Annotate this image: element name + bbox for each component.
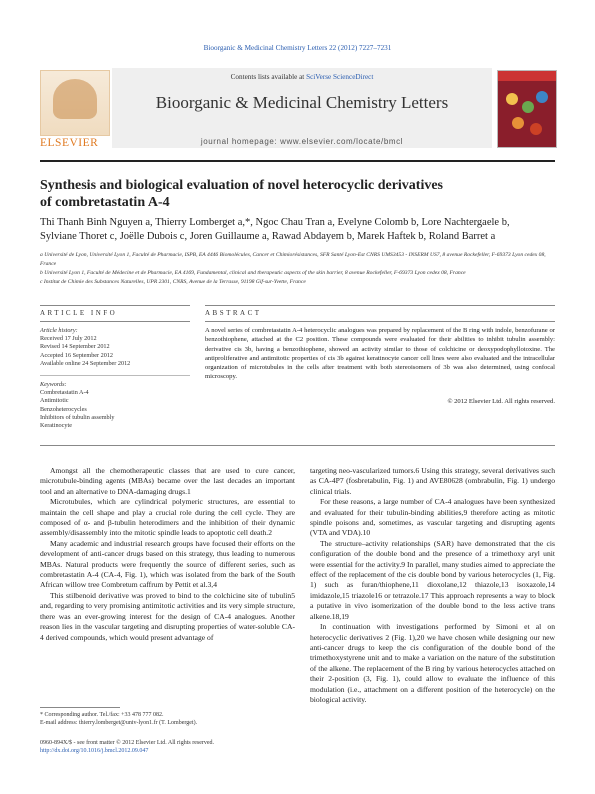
affiliations — [40, 251, 555, 287]
article-info-heading: ARTICLE INFO — [40, 309, 118, 317]
keyword: Benzoheterocycles — [40, 405, 87, 413]
body-paragraph: This stilbenoid derivative was proved to bind to the colchicine site of tubulin5 and, regarding to very promising antimitotic activities and its very simple structure, there was an ever-growing interest for the design of CA-4 analogues. Another reason lies in the vascular targeting and disrupting properties of water-soluble CA-4 derived compounds, which would present advantage of — [40, 590, 295, 642]
author-list — [40, 216, 555, 244]
body-paragraph: In continuation with investigations performed by Simoni et al on heterocyclic derivatives 2 (Fig. 1),20 we have chosen while designing our new anti-cancer drugs to keep the cis configuration of the double bond of the trimethoxystyrene unit and to make a variation on the nature of the substitution of the alkene. The replacement of the B ring by various heterocycles attached on their 2-position (3, Fig. 1), could allow to evaluate the influence of this modulation (i.e., attachment on a different position of the heterocycle) on the biological activity. — [310, 622, 555, 704]
corresponding-author-note: * Corresponding author. Tel./fax: +33 478 777 082. — [40, 712, 164, 718]
issn-line: 0960-894X/$ - see front matter © 2012 Elsevier Ltd. All rights reserved. — [40, 740, 215, 746]
revised-date: Revised 14 September 2012 — [40, 343, 110, 351]
email-address[interactable]: E-mail address: thierry.lomberget@univ-lyon1.fr (T. Lomberget). — [40, 720, 198, 727]
body-paragraph: Microtubules, which are cylindrical polymeric structures, are essential to maintain the cell shape and play a crucial role during the cell cycle. They are composed of α- and β-tubulin heterodimers and the inhibition of their dynamic assembly/disassembly into the mitotic spindle leads to apoptotic cell death.2 — [40, 497, 295, 538]
body-paragraph: For these reasons, a large number of CA-4 analogues have been synthesized and evaluated for their tubulin-binding abilities,9 therefore acting as mitotic spindle poisons and, sometimes, as vascular targeting and disrupting agents (VTA and VDA).10 — [310, 497, 555, 538]
article-info — [40, 327, 190, 430]
keyword: Inhibitors of tubulin assembly — [40, 413, 115, 421]
doi-link[interactable]: http://dx.doi.org/10.1016/j.bmcl.2012.09.047 — [40, 748, 149, 755]
affiliation-c: c Institut de Chimie des Substances Naturelles, UPR 2301, CNRS, Avenue de la Terrasse, 91198 Gif-sur-Yvette, France — [40, 279, 306, 285]
email-note — [40, 719, 295, 727]
journal-citation[interactable]: Bioorganic & Medicinal Chemistry Letters 22 (2012) 7227–7231 — [203, 44, 392, 52]
affiliation-b: b Université Lyon 1, Faculté de Médecine et de Pharmacie, EA 4169, Fundamental, clinical and therapeutic aspects of the skin barrier, 8 avenue Rockefeller, F-69373 Lyon cedex 08, France — [40, 270, 466, 276]
body-paragraph: Many academic and industrial research groups have focused their efforts on the development of anti-cancer drugs based on this strategy, thus leading to numerous MBAs. Natural products were frequently the source of different series, such as combretastatin A-4 (CA-4, Fig. 1), which was isolated from the bark of the South African willow tree Combretum caffrum by Pettit et al.3,4 — [40, 538, 295, 590]
footnote-rule — [40, 707, 120, 708]
issn-block — [40, 739, 340, 755]
keywords-label: Keywords: — [40, 381, 67, 389]
body-paragraph: Amongst all the chemotherapeutic classes that are used to cure cancer, microtubule-binding agents (MBAs) became over the last decades an important tool and an alternative to DNA-damaging drugs.1 — [40, 466, 295, 496]
contents-prefix: Contents lists available at — [230, 73, 307, 81]
info-divider — [40, 375, 190, 376]
abstract-rule-top — [205, 305, 555, 306]
footnotes — [40, 711, 295, 727]
body-paragraph: targeting neo-vascularized tumors.6 Using this strategy, several derivatives such as CA-4P7 (fosbretabulin, Fig. 1) and AVE80628 (ombrabulin, Fig. 1) undergo clinical trials. — [310, 466, 555, 496]
info-rule-top — [40, 305, 190, 306]
title-line-2: of combretastatin A-4 — [40, 195, 170, 210]
info-rule-bottom — [40, 321, 190, 322]
keyword: Antimitotic — [40, 397, 69, 405]
contents-line — [112, 73, 492, 81]
keyword: Combretastatin A-4 — [40, 389, 89, 397]
abstract-rule-bottom — [205, 321, 555, 322]
journal-cover-image — [497, 70, 557, 148]
body-rule — [40, 445, 555, 446]
authors-line-2: Sylviane Thoret c, Joëlle Dubois c, Joren Guillaume a, Rawad Abdayem b, Marek Haftek b, Roland Barret a — [40, 231, 496, 242]
body-paragraph: The structure–activity relationships (SAR) have demonstrated that the cis configuration of the double bond and the presence of a trimethoxy aryl unit were essential for the activity.9 In parallel, many studies aimed to appreciate the effect of the replacement of the cis double bond by various heterocycles (1, Fig. 1) such as furan/thiophene,11 dioxolane,12 thiazole,13 isoxazole,14 imidazole,15 triazole16 or tetrazole.17 This approach represents a way to block a putative in vivo isomerization of the double bond to the less active trans alkene.18,19 — [310, 538, 555, 621]
body-right-column — [310, 466, 555, 705]
authors-line-1: Thi Thanh Binh Nguyen a, Thierry Lomberget a,*, Ngoc Chau Tran a, Evelyne Colomb b, Lore Nachtergaele b, — [40, 217, 510, 228]
sciencedirect-link[interactable]: SciVerse ScienceDirect — [306, 73, 374, 81]
publisher-name: ELSEVIER — [40, 137, 99, 149]
online-date: Available online 24 September 2012 — [40, 359, 131, 367]
article-title — [40, 177, 555, 211]
received-date: Received 17 July 2012 — [40, 335, 97, 343]
history-label: Article history: — [40, 327, 78, 334]
keyword: Keratinocyte — [40, 422, 72, 430]
abstract-text: A novel series of combretastatin A-4 heterocyclic analogues was prepared by replacement of the B ring with indole, benzofurane or benzothiophene, attached at the C2 position. These compounds were evaluated for their abilities to inhibit tubulin assembly: derivative cis 3b, having a benzothiophene, showed an activity similar to those of colchicine or deoxypodophyllotoxine. The antiproliferative and antimitotic properties of cis 3b against keratinocyte cancer cell lines were also evaluated and the intracellular organization of microtubules in the cells after treatment with both stereoisomers of 3b was also determined, using confocal microscopy. — [205, 327, 555, 381]
journal-title: Bioorganic & Medicinal Chemistry Letters — [155, 93, 449, 112]
abstract-copyright: © 2012 Elsevier Ltd. All rights reserved. — [447, 398, 555, 405]
body-left-column — [40, 466, 295, 643]
journal-homepage[interactable]: journal homepage: www.elsevier.com/locate/bmcl — [200, 137, 404, 146]
abstract-heading: ABSTRACT — [205, 309, 262, 317]
elsevier-tree-logo — [40, 70, 110, 136]
header-rule — [40, 160, 555, 162]
affiliation-a: a Université de Lyon, Université Lyon 1, Faculté de Pharmacie, ISPB, EA 4446 Biomolécules, Cancer et Chimiorésistances, SFR Santé Lyon-Est CNRS UMS3453 - INSERM US7, 8 avenue Rockefeller, F-69373 Lyon cedex 08, France — [40, 252, 546, 267]
title-line-1: Synthesis and biological evaluation of novel heterocyclic derivatives — [40, 178, 444, 193]
accepted-date: Accepted 16 September 2012 — [40, 351, 114, 359]
